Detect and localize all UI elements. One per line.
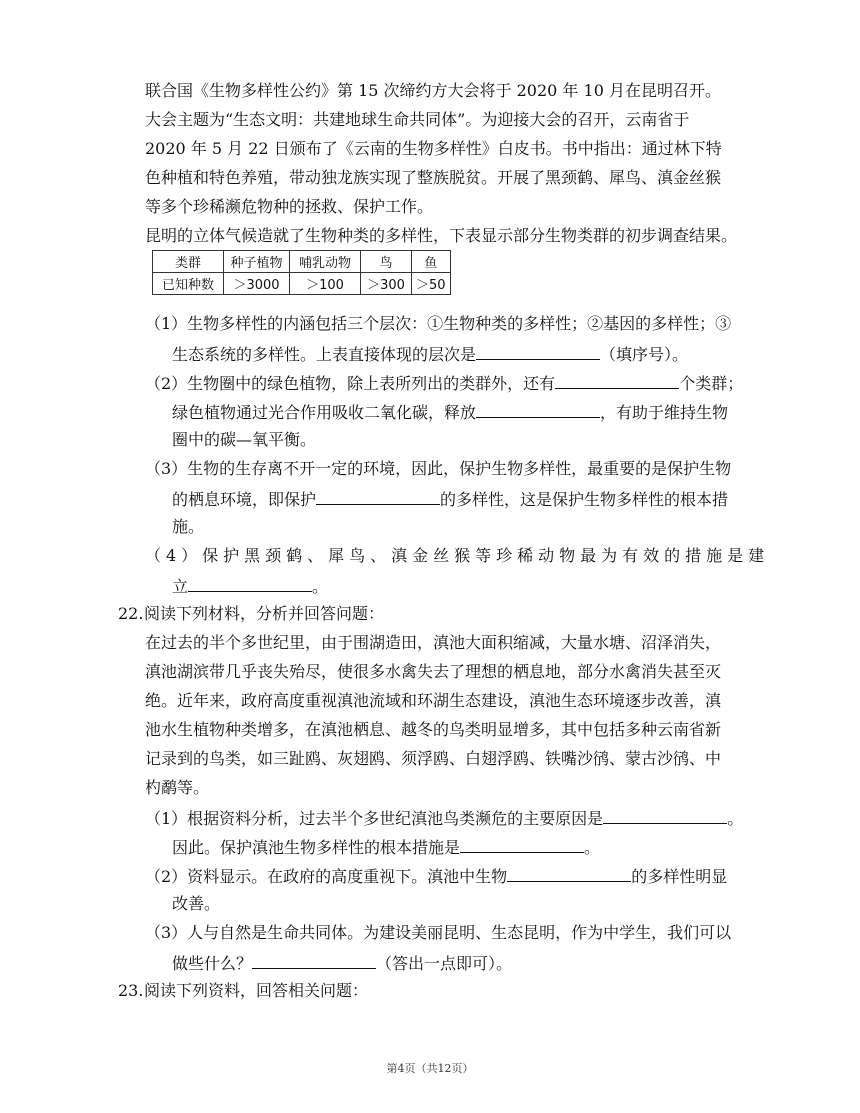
- q22-material-line-5: 记录到的鸟类，如三趾鸥、灰翅鸥、须浮鸥、白翅浮鸥、铁嘴沙鸻、蒙古沙鸻、中: [145, 749, 722, 768]
- table-header-cell: 类群: [153, 251, 224, 273]
- q22-part2-text: （2）资料显示。在政府的高度重视下。滇池中生物: [145, 867, 508, 886]
- intro-line-2: 大会主题为“生态文明：共建地球生命共同体”。为迎接大会的召开，云南省于: [145, 110, 690, 129]
- q21-part4-text: 立: [172, 577, 189, 596]
- q21-part1-suffix: （填序号）。: [600, 345, 689, 364]
- table-cell: ＞100: [290, 273, 361, 295]
- table-cell: 已知种数: [153, 273, 224, 295]
- q21-part1-text: 生态系统的多样性。上表直接体现的层次是: [172, 345, 477, 364]
- q22-part1-text-2: 因此。保护滇池生物多样性的根本措施是: [172, 838, 461, 857]
- q21-part2-line3: 圈中的碳—氧平衡。: [172, 430, 317, 449]
- q22-part3-text: 做些什么？: [172, 954, 253, 973]
- q22-part1-suffix: 。: [727, 809, 744, 828]
- q21-part4-line1: （4）保护黑颈鹤、犀鸟、滇金丝猴等珍稀动物最为有效的措施是建: [145, 546, 770, 565]
- q22-material-line-4: 池水生植物种类增多，在滇池栖息、越冬的鸟类明显增多，其中包括多种云南省新: [145, 720, 722, 739]
- q22-material-line-1: 在过去的半个多世纪里，由于围湖造田，滇池大面积缩减，大量水塘、沼泽消失，: [145, 633, 722, 652]
- species-survey-table: [152, 250, 451, 295]
- intro-line-6: 昆明的立体气候造就了生物种类的多样性，下表显示部分生物类群的初步调查结果。: [145, 226, 738, 245]
- question-prompt: 阅读下列资料，回答相关问题：: [144, 981, 369, 1000]
- q22-heading: [118, 603, 384, 625]
- q21-part1-line2: [172, 342, 688, 366]
- q22-part1-line1: [145, 806, 743, 830]
- q21-part2-suffix: 个类群；: [679, 374, 744, 393]
- table-cell: ＞300: [361, 273, 412, 295]
- intro-line-1: 联合国《生物多样性公约》第 15 次缔约方大会将于 2020 年 10 月在昆明召开。: [145, 81, 721, 100]
- page-footer: 第4页（共12页）: [386, 1062, 474, 1075]
- q22-material-line-6: 杓鹬等。: [145, 778, 210, 797]
- q22-part1-text: （1）根据资料分析，过去半个多世纪滇池鸟类濒危的主要原因是: [145, 809, 604, 828]
- q21-part3-line1: （3）生物的生存离不开一定的环境，因此，保护生物多样性，最重要的是保护生物: [145, 459, 732, 478]
- intro-line-4: 色种植和特色养殖，带动独龙族实现了整族脱贫。开展了黑颈鹤、犀鸟、滇金丝猴: [145, 168, 722, 187]
- answer-blank[interactable]: [188, 574, 312, 592]
- q22-material-line-3: 绝。近年来，政府高度重视滇池流域和环湖生态建设，滇池生态环境逐步改善，滇: [145, 691, 722, 710]
- q22-part2-line1: [145, 864, 727, 888]
- q21-part2-text-3: ，有助于维持生物: [600, 403, 729, 422]
- q21-part2-text: （2）生物圈中的绿色植物，除上表所列出的类群外，还有: [145, 374, 556, 393]
- answer-blank[interactable]: [460, 835, 584, 853]
- q22-part1-line2: [172, 835, 600, 859]
- q21-part2-line2: [172, 400, 728, 424]
- q22-part3-line1: （3）人与自然是生命共同体。为建设美丽昆明、生态昆明，作为中学生，我们可以: [145, 923, 732, 942]
- answer-blank[interactable]: [507, 864, 631, 882]
- q23-heading: [118, 980, 368, 1002]
- answer-blank[interactable]: [252, 951, 376, 969]
- q21-part3-text-2: 的多样性，这是保护生物多样性的根本措: [440, 490, 729, 509]
- intro-line-3: 2020 年 5 月 22 日颁布了《云南的生物多样性》白皮书。书中指出：通过林下特: [145, 139, 722, 158]
- q21-part3-line2: [172, 487, 728, 511]
- q21-part3-text: 的栖息环境，即保护: [172, 490, 317, 509]
- table-header-cell: 鸟: [361, 251, 412, 273]
- table-cell: ＞50: [412, 273, 451, 295]
- answer-blank[interactable]: [316, 487, 440, 505]
- answer-blank[interactable]: [555, 371, 679, 389]
- answer-blank[interactable]: [603, 806, 727, 824]
- intro-line-5: 等多个珍稀濒危物种的拯救、保护工作。: [145, 197, 434, 216]
- table-row: [153, 273, 451, 295]
- q22-material-line-2: 滇池湖滨带几乎丧失殆尽，使很多水禽失去了理想的栖息地，部分水禽消失甚至灭: [145, 662, 722, 681]
- question-prompt: 阅读下列材料，分析并回答问题：: [144, 604, 385, 623]
- answer-blank[interactable]: [476, 342, 600, 360]
- q21-part4-line2: [172, 574, 328, 598]
- answer-blank[interactable]: [476, 400, 600, 418]
- q22-part2-text-2: 的多样性明显: [631, 867, 728, 886]
- q22-part3-line2: [172, 951, 512, 975]
- q22-part3-suffix: （答出一点即可）。: [376, 954, 513, 973]
- table-header-cell: 种子植物: [224, 251, 290, 273]
- q21-part1-line1: （1）生物多样性的内涵包括三个层次：①生物种类的多样性；②基因的多样性；③: [145, 314, 732, 333]
- question-number: 22.: [118, 604, 144, 623]
- q21-part4-suffix: 。: [312, 577, 329, 596]
- q21-part3-line3: 施。: [172, 517, 205, 536]
- table-cell: ＞3000: [224, 273, 290, 295]
- question-number: 23.: [118, 981, 144, 1000]
- table-header-cell: 哺乳动物: [290, 251, 361, 273]
- q22-part1-suffix-2: 。: [584, 838, 601, 857]
- q21-part2-text-2: 绿色植物通过光合作用吸收二氧化碳，释放: [172, 403, 477, 422]
- q21-part2-line1: [145, 371, 743, 395]
- q22-part2-line2: 改善。: [172, 894, 221, 913]
- table-header-row: [153, 251, 451, 273]
- table-header-cell: 鱼: [412, 251, 451, 273]
